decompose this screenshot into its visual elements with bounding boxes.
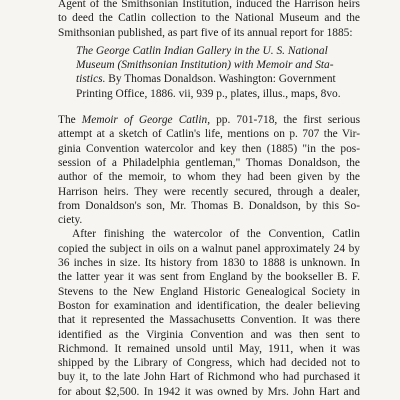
text-run: , pp. 701-718, the first serious (207, 114, 361, 127)
text-line: session of a Philadelphia gentleman," Thomas Donaldson, the (58, 156, 360, 169)
text-line: identified as the Virginia Convention and was then sent to (58, 328, 360, 341)
memoir-title: Memoir of George Catlin (81, 114, 208, 127)
painting-history-paragraph (58, 227, 360, 399)
citation-text: Printing Office, 1886. vii, 939 p., plates, illus., maps, 8vo. (76, 87, 341, 100)
citation-title-line: The George Catlin Indian Gallery in the U. S. National (76, 44, 328, 57)
text-line: After finishing the watercolor of the Convention, Catlin (72, 228, 360, 241)
text-run: The (58, 114, 82, 127)
text-line: from Donaldson's son, Mr. Thomas B. Donaldson, by this So- (58, 199, 360, 212)
text-line: Agent of the Smithsonian Institution, induced the Harrison heirs (58, 0, 360, 10)
text-line: ginia Convention watercolor and key then (1885) "in the pos- (58, 142, 360, 155)
bibliographic-citation (76, 44, 360, 101)
intro-paragraph (58, 0, 360, 40)
text-line: buy it, to the late John Hart of Richmond who had purchased it (58, 371, 360, 384)
text-line: Richmond. It remained unsold until May, 1911, when it was (58, 342, 360, 355)
citation-text: By Thomas Donaldson. Washington: Government (105, 73, 336, 86)
text-line: shipped by the Library of Congress, which had decided not to (58, 357, 360, 370)
text-line: that it represented the Massachusetts Convention. It was there (58, 314, 360, 327)
memoir-paragraph (58, 113, 360, 227)
text-line: Stevens to the New England Historic Genealogical Society in (58, 285, 360, 298)
text-line: Boston for examination and identification, the dealer believing (58, 299, 360, 312)
text-line: attempt at a sketch of Catlin's life, mentions on p. 707 the Vir- (58, 128, 360, 141)
text-line: ciety. (58, 214, 83, 227)
text-line: author of the memoir, to whom they had been given by the (58, 171, 360, 184)
text-line: Harrison heirs. They were recently secured, through a dealer, (58, 185, 360, 198)
text-line: to deed the Catlin collection to the National Museum and the (58, 12, 360, 25)
text-line: for about $2,500. In 1942 it was owned by Mrs. John Hart and (58, 385, 360, 398)
text-line: the latter year it was sent from England by the bookseller B. F. (58, 271, 360, 284)
text-line: 36 inches in size. Its history from 1830 to 1888 is unknown. In (58, 257, 360, 270)
text-line: Smithsonian published, as part five of its annual report for 1885: (58, 26, 353, 39)
citation-title-line: tistics. (76, 73, 106, 86)
text-column (58, 0, 360, 399)
citation-title-line: Museum (Smithsonian Institution) with Memoir and Sta- (76, 59, 334, 72)
text-line: copied the subject in oils on a walnut panel approximately 24 by (58, 242, 360, 255)
